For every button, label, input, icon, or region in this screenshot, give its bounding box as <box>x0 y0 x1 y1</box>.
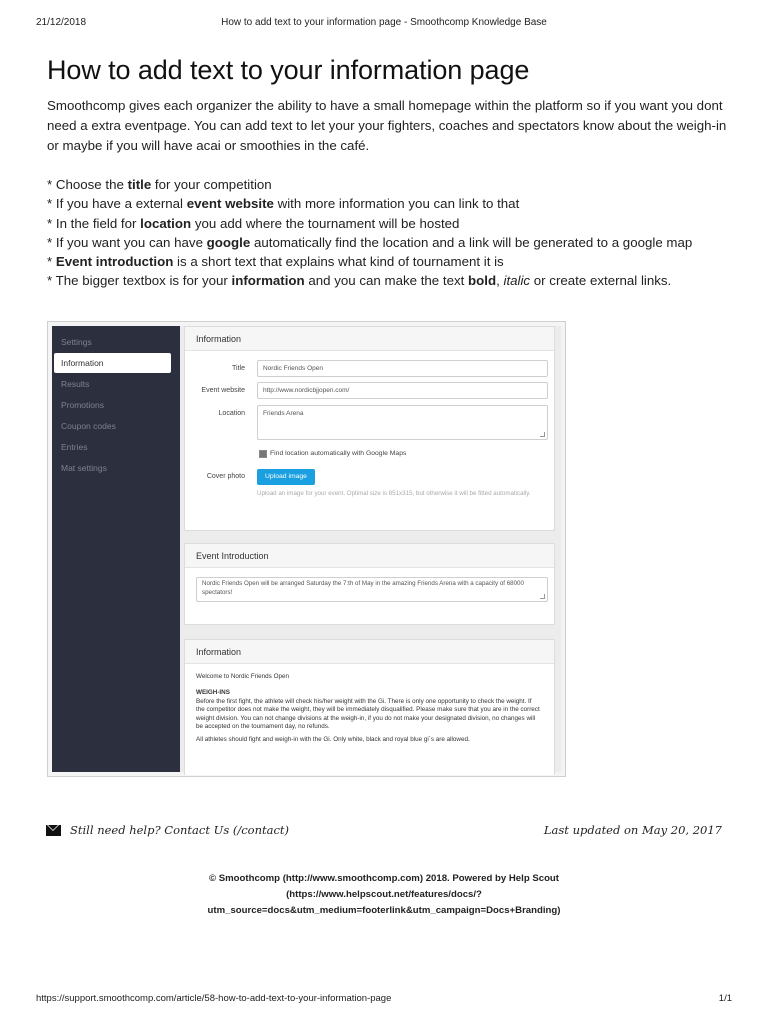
last-updated: Last updated on May 20, 2017 <box>543 823 722 837</box>
information-panel <box>184 326 555 531</box>
article-title: How to add text to your information page <box>47 55 530 85</box>
instruction-text: google <box>206 234 251 250</box>
instruction-text: title <box>127 177 152 192</box>
instruction-text: * <box>47 254 56 270</box>
print-page-title: How to add text to your information page - Smoothcomp Knowledge Base <box>221 17 547 28</box>
settings-sidebar <box>52 326 180 772</box>
instruction-text: for your competition <box>151 177 272 192</box>
instruction-text: Event introduction <box>55 254 174 270</box>
page-number: 1/1 <box>718 993 732 1004</box>
print-url: https://support.smoothcomp.com/article/58-how-to-add-text-to-your-information-page <box>36 993 392 1004</box>
instruction-text: bold <box>468 273 497 289</box>
instruction-text: is a short text that explains what kind of tournament it is <box>173 254 504 270</box>
information-editor[interactable] <box>196 673 540 745</box>
instruction-text: , <box>496 273 504 289</box>
instruction-item <box>47 252 727 271</box>
sidebar-item-coupon-codes[interactable]: Coupon codes <box>61 421 116 431</box>
sidebar-item-mat-settings[interactable]: Mat settings <box>61 463 107 473</box>
welcome-line: Welcome to Nordic Friends Open <box>196 673 289 680</box>
information-editor-panel <box>184 639 555 775</box>
instruction-text: * In the field for <box>47 215 141 231</box>
article-intro: Smoothcomp gives each organizer the ability to have a small homepage within the platform so if you want you dont need a extra eventpage. You can add text to let your your fighters, coaches and spectators know about the weigh-in or maybe if you will have acai or smoothies in the café. <box>47 98 727 153</box>
instruction-text: * If you want you can have <box>47 234 207 250</box>
gmaps-label: Find location automatically with Google Maps <box>270 450 407 457</box>
panel-heading: Information <box>185 327 554 351</box>
upload-image-button[interactable]: Upload image <box>257 469 315 485</box>
weighins-heading: WEIGH-INS <box>196 689 230 697</box>
settings-content <box>180 326 561 772</box>
instruction-item <box>47 271 727 290</box>
upload-help-text: Upload an image for your event. Optimal size is 851x315, but otherwise it will be fitted automatically. <box>257 490 531 497</box>
location-value: Friends Arena <box>263 410 304 417</box>
instruction-text: and you can make the text <box>304 273 469 289</box>
website-label: Event website <box>201 387 245 394</box>
instruction-item <box>47 214 727 233</box>
sidebar-item-information[interactable]: Information <box>54 353 171 373</box>
weighins-text: Before the first fight, the athlete will check his/her weight with the Gi. There is only one opportunity to check the weight. If the competitor does not make the weight, they will be immediately disqualified. Please make sure that you are in the correct weight division. You can not change divisions at the weigh-in, if you do not make your designated division, no changes will be accepted on the tournament day, no refunds. <box>196 697 540 731</box>
instruction-item <box>47 194 727 213</box>
title-label: Title <box>232 365 245 372</box>
instruction-text: * The bigger textbox is for your <box>47 273 232 289</box>
instruction-text: * If you have a external <box>47 196 187 212</box>
print-date: 21/12/2018 <box>36 17 87 28</box>
location-textarea[interactable] <box>257 405 548 440</box>
copyright-line-1[interactable]: © Smoothcomp (http://www.smoothcomp.com) 2018. Powered by Help Scout (https://www.helpscout.net/features/docs/? <box>209 873 559 900</box>
sidebar-item-entries[interactable]: Entries <box>61 442 88 452</box>
instruction-item <box>47 233 727 252</box>
panel-heading: Information <box>185 640 554 664</box>
resize-grip-icon[interactable] <box>540 432 545 437</box>
location-label: Location <box>218 410 245 417</box>
copyright-line-2[interactable]: utm_source=docs&utm_medium=footerlink&utm_campaign=Docs+Branding) <box>207 905 561 916</box>
instruction-text: location <box>140 215 192 231</box>
instruction-text: information <box>231 273 305 289</box>
sidebar-item-promotions[interactable]: Promotions <box>61 400 104 410</box>
instruction-text: automatically find the location and a link will be generated to a google map <box>250 234 693 250</box>
event-introduction-text: Nordic Friends Open will be arranged Saturday the 7:th of May in the amazing Friends Arena with a capacity of 68000 spectators! <box>202 580 524 596</box>
cover-photo-label: Cover photo <box>206 473 245 480</box>
title-input[interactable]: Nordic Friends Open <box>257 360 548 377</box>
copyright <box>150 871 618 919</box>
instruction-list <box>47 175 727 291</box>
gmaps-checkbox[interactable] <box>259 450 267 458</box>
event-introduction-panel <box>184 543 555 625</box>
sidebar-item-settings[interactable]: Settings <box>61 337 92 347</box>
event-introduction-textarea[interactable] <box>196 577 548 602</box>
envelope-icon <box>46 825 61 836</box>
panel-heading: Event Introduction <box>185 544 554 568</box>
gi-text: All athletes should fight and weigh-in with the Gi. Only white, black and royal blue gi´s are allowed. <box>196 736 470 744</box>
instruction-text: italic <box>503 273 531 289</box>
resize-grip-icon[interactable] <box>540 594 545 599</box>
article <box>47 52 727 291</box>
instruction-text: you add where the tournament will be hosted <box>191 215 460 231</box>
sidebar-item-results[interactable]: Results <box>61 379 90 389</box>
instruction-text: or create external links. <box>530 273 672 289</box>
print-footer <box>36 993 732 1007</box>
instruction-text: with more information you can link to that <box>273 196 520 212</box>
embedded-screenshot <box>47 321 566 777</box>
contact-link[interactable] <box>46 822 289 838</box>
instruction-item <box>47 175 727 194</box>
instruction-text: event website <box>186 196 274 212</box>
contact-text: Still need help? Contact Us (/contact) <box>70 823 290 837</box>
print-header <box>36 17 732 31</box>
instruction-text: * Choose the <box>47 177 128 192</box>
website-input[interactable]: http://www.nordicbjjopen.com/ <box>257 382 548 399</box>
